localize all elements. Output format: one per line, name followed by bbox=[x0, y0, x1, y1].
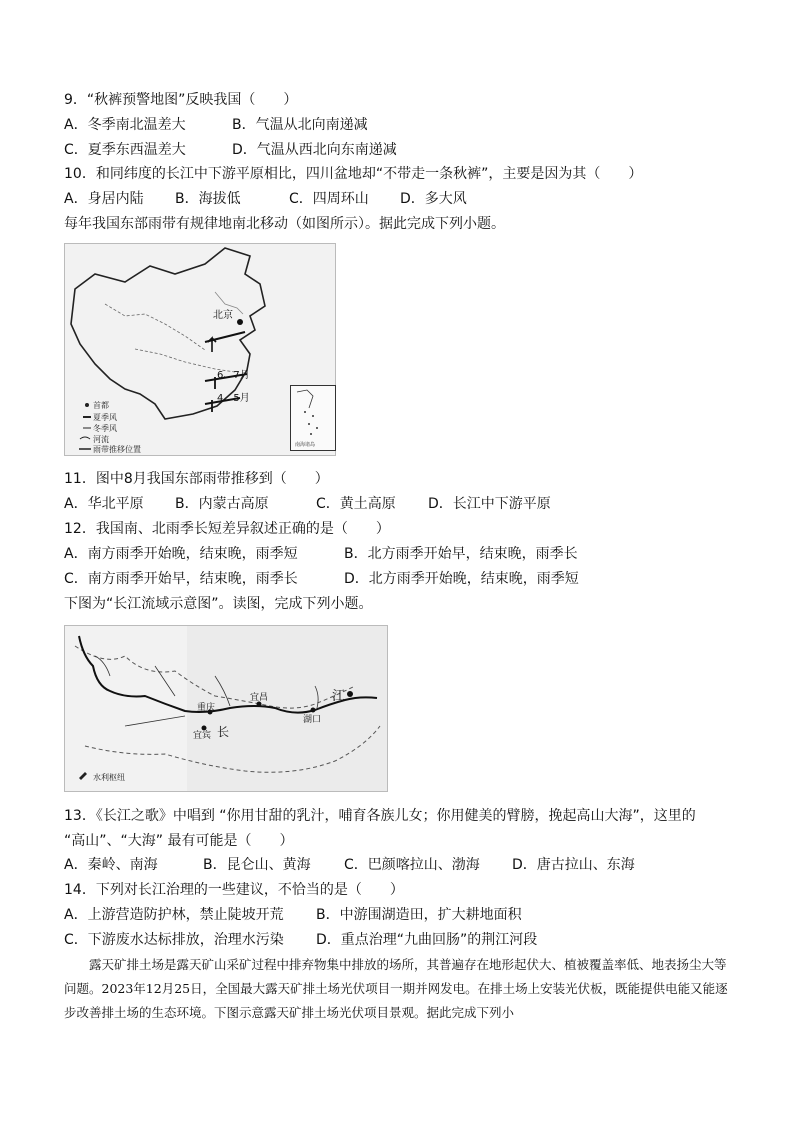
q11-option-a: A．华北平原 bbox=[64, 496, 144, 512]
intro-rainbelt: 每年我国东部雨带有规律地南北移动（如图所示）。据此完成下列小题。 bbox=[64, 216, 505, 232]
yangtze-basin-map bbox=[64, 625, 388, 792]
q11-option-c: C．黄土高原 bbox=[316, 496, 396, 512]
label-band-45: 4、5月 bbox=[217, 393, 250, 404]
q10-stem: 10．和同纬度的长江中下游平原相比，四川盆地却“不带走一条秋裤”，主要是因为其（ ） bbox=[64, 166, 643, 182]
q14-option-b: B．中游围湖造田，扩大耕地面积 bbox=[316, 907, 522, 923]
label-yibin: 宜宾 bbox=[193, 731, 212, 741]
q13-option-d: D．唐古拉山、东海 bbox=[512, 857, 635, 873]
q10-option-a: A．身居内陆 bbox=[64, 191, 144, 207]
label-chongqing: 重庆 bbox=[197, 703, 216, 713]
label-jiang: 江 bbox=[332, 689, 346, 704]
legend-capital: 首都 bbox=[93, 401, 109, 410]
legend-summer-monsoon: 夏季风 bbox=[93, 413, 117, 422]
q11-stem: 11．图中8月我国东部雨带推移到（ ） bbox=[64, 471, 329, 487]
q13-option-c: C．巴颜喀拉山、渤海 bbox=[344, 857, 480, 873]
q13-stem-line1: 13．《长江之歌》中唱到 “你用甘甜的乳汁，哺育各族儿女；你用健美的臂膀，挽起高山大海”，这里的 bbox=[64, 808, 696, 824]
q14-option-d: D．重点治理“九曲回肠”的荆江河段 bbox=[316, 932, 538, 948]
label-yichang: 宜昌 bbox=[250, 693, 269, 703]
yangtze-map-drawing bbox=[65, 626, 387, 791]
capital-marker bbox=[237, 319, 243, 325]
passage-mining-pv: 露天矿排土场是露天矿山采矿过程中排弃物集中排放的场所，其普遍存在地形起伏大、植被覆盖率低、地表扬尘大等问题。2023年12月25日，全国最大露天矿排土场光伏项目一期并网发电。在排土场上安装光伏板，既能提供电能又能逐步改善排土场的生态环境。下图示意露天矿排土场光伏项目景观。据此完成下列小 bbox=[64, 957, 728, 1020]
q12-option-a: A．南方雨季开始晚，结束晚，雨季短 bbox=[64, 546, 298, 562]
q9-option-a: A．冬季南北温差大 bbox=[64, 117, 186, 133]
q9-stem: 9．“秋裤预警地图”反映我国（ ） bbox=[64, 92, 298, 108]
label-chang: 长 bbox=[217, 725, 230, 739]
legend-dam-label: 水利枢纽 bbox=[93, 773, 125, 782]
q14-option-a: A．上游营造防护林，禁止陡坡开荒 bbox=[64, 907, 284, 923]
legend-river-icon bbox=[80, 437, 90, 439]
label-beijing: 北京 bbox=[213, 310, 233, 321]
q13-stem-line2: “高山”、“大海” 最有可能是（ ） bbox=[64, 833, 294, 849]
legend-capital-icon bbox=[85, 403, 89, 407]
q13-option-b: B．昆仑山、黄海 bbox=[203, 857, 311, 873]
legend-dam bbox=[79, 772, 125, 782]
q9-option-b: B．气温从北向南递减 bbox=[232, 117, 368, 133]
q14-stem: 14．下列对长江治理的一些建议，不恰当的是（ ） bbox=[64, 882, 404, 898]
intro-yangtze: 下图为“长江流域示意图”。读图，完成下列小题。 bbox=[64, 596, 373, 612]
south-china-sea-inset bbox=[290, 385, 336, 451]
legend-winter-monsoon: 冬季风 bbox=[93, 424, 117, 433]
legend-river: 河流 bbox=[93, 435, 109, 444]
q12-option-c: C．南方雨季开始早，结束晚，雨季长 bbox=[64, 571, 298, 587]
q12-option-d: D．北方雨季开始晚，结束晚，雨季短 bbox=[344, 571, 579, 587]
q11-option-d: D．长江中下游平原 bbox=[428, 496, 551, 512]
q9-option-c: C．夏季东西温差大 bbox=[64, 142, 186, 158]
q14-option-c: C．下游废水达标排放，治理水污染 bbox=[64, 932, 284, 948]
q12-option-b: B．北方雨季开始早，结束晚，雨季长 bbox=[344, 546, 578, 562]
dam-icon bbox=[79, 772, 87, 780]
legend-rainbelt: 雨带推移位置 bbox=[93, 445, 141, 454]
q12-stem: 12．我国南、北雨季长短差异叙述正确的是（ ） bbox=[64, 521, 390, 537]
q13-option-a: A．秦岭、南海 bbox=[64, 857, 158, 873]
q10-option-c: C．四周环山 bbox=[289, 191, 369, 207]
q9-option-d: D．气温从西北向东南递减 bbox=[232, 142, 397, 158]
q10-option-b: B．海拔低 bbox=[175, 191, 241, 207]
q11-option-b: B．内蒙古高原 bbox=[175, 496, 269, 512]
label-hukou: 湖口 bbox=[303, 715, 322, 725]
inset-label: 南海诸岛 bbox=[295, 442, 316, 448]
label-band-67: 6、7月 bbox=[217, 370, 250, 381]
q10-option-d: D．多大风 bbox=[400, 191, 467, 207]
